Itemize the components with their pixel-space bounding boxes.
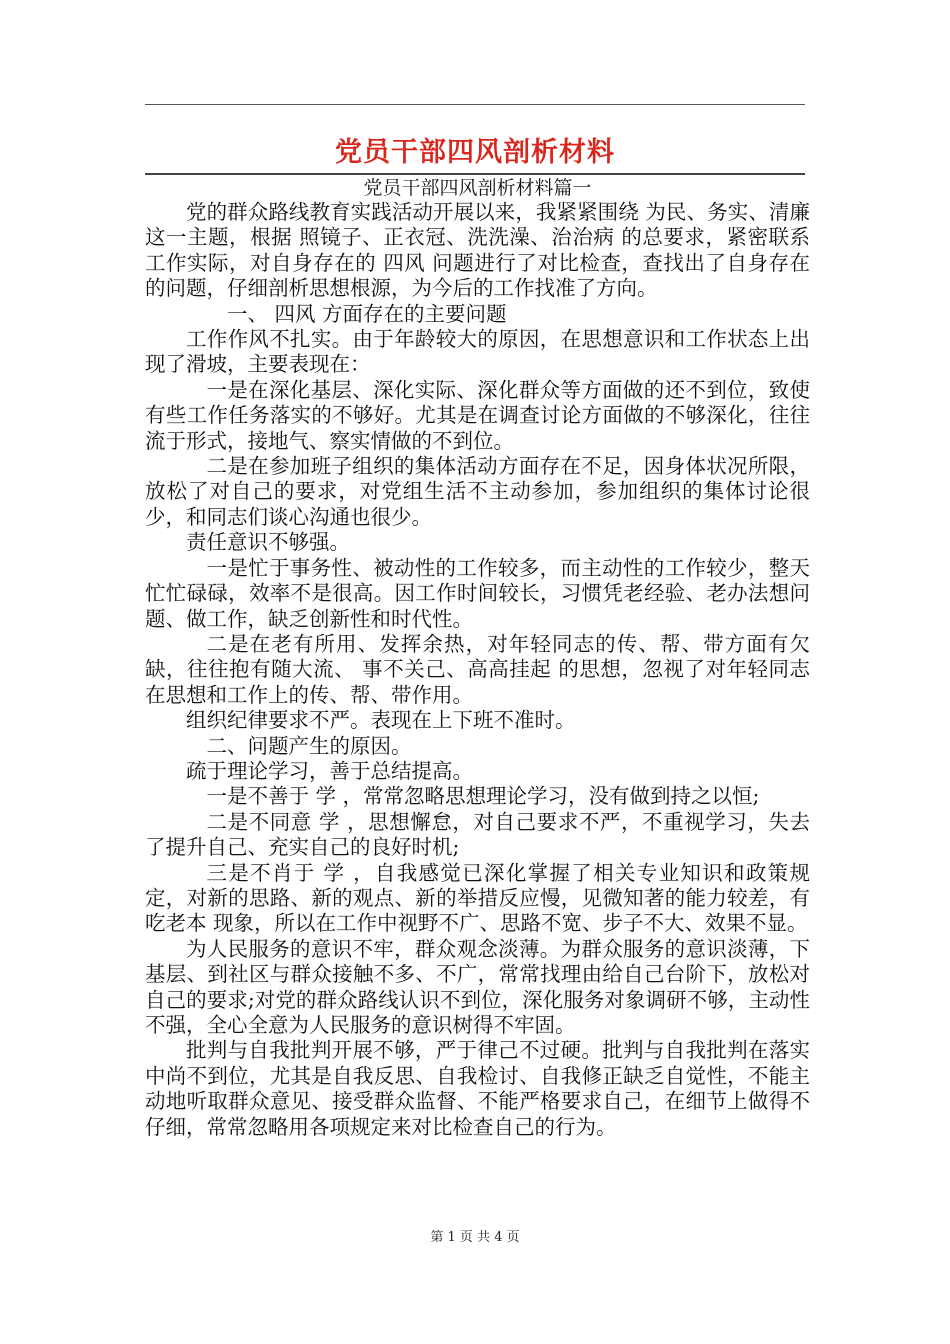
document-title: 党员干部四风剖析材料 xyxy=(335,137,615,168)
document-body xyxy=(145,176,817,1140)
paragraph: 为人民服务的意识不牢，群众观念淡薄。为群众服务的意识淡薄，下基层、到社区与群众接触不多、不广，常常找理由给自己台阶下，放松对自己的要求;对党的群众路线认识不到位，深化服务对象调研不够，主动性不强，全心全意为人民服务的意识树得不牢固。 xyxy=(145,936,810,1037)
paragraph: 责任意识不够强。 xyxy=(186,530,350,555)
paragraph: 组织纪律要求不严。表现在上下班不准时。 xyxy=(186,708,576,733)
paragraph: 三是不肖于 学 ，自我感觉已深化掌握了相关专业知识和政策规定，对新的思路、新的观点、新的举措反应慢，见微知著的能力较差，有 吃老本 现象，所以在工作中视野不广、思路不宽、步子不大、效果不显。 xyxy=(145,860,817,936)
title-underline xyxy=(145,173,805,175)
paragraph: 二是在参加班子组织的集体活动方面存在不足，因身体状况所限，放松了对自己的要求，对党组生活不主动参加，参加组织的集体讨论很少，和同志们谈心沟通也很少。 xyxy=(145,454,810,529)
paragraph: 一是在深化基层、深化实际、深化群众等方面做的还不到位，致使有些工作任务落实的不够好。尤其是在调查讨论方面做的不够深化，往往流于形式，接地气、察实情做的不到位。 xyxy=(145,377,810,453)
paragraph: 工作作风不扎实。由于年龄较大的原因，在思想意识和工作状态上出现了滑坡，主要表现在： xyxy=(145,327,810,377)
paragraph: 批判与自我批判开展不够，严于律己不过硬。批判与自我批判在落实中尚不到位，尤其是自我反思、自我检讨、自我修正缺乏自觉性，不能主动地听取群众意见、接受群众监督、不能严格要求自己，在细节上做得不仔细，常常忽略用各项规定来对比检查自己的行为。 xyxy=(145,1038,810,1139)
header-rule xyxy=(145,104,805,105)
paragraph: 二是在老有所用、发挥余热，对年轻同志的传、帮、带方面有欠缺，往往抱有随大流、 事不关己、高高挂起 的思想，忽视了对年轻同志在思想和工作上的传、帮、带作用。 xyxy=(145,631,810,707)
section-heading-1: 一、 四风 方面存在的主要问题 xyxy=(227,301,507,326)
paragraph: 一是不善于 学 ，常常忽略思想理论学习，没有做到持之以恒; xyxy=(206,784,760,809)
section-heading-2: 二、问题产生的原因。 xyxy=(206,733,412,758)
document-subtitle: 党员干部四风剖析材料篇一 xyxy=(363,177,592,199)
page-number: 第 1 页 共 4 页 xyxy=(430,1230,520,1245)
paragraph: 二是不同意 学 ，思想懈怠，对自己要求不严，不重视学习，失去了提升自己、充实自己的良好时机; xyxy=(145,809,810,860)
paragraph: 疏于理论学习，善于总结提高。 xyxy=(186,758,473,783)
paragraph: 一是忙于事务性、被动性的工作较多，而主动性的工作较少，整天忙忙碌碌，效率不是很高。因工作时间较长，习惯凭老经验、老办法想问题、做工作，缺乏创新性和时代性。 xyxy=(145,555,810,631)
paragraph-intro: 党的群众路线教育实践活动开展以来，我紧紧围绕 为民、务实、清廉 这一主题，根据 照镜子、正衣冠、洗洗澡、治治病 的总要求，紧密联系工作实际，对自身存在的 四风 问题进行了对比检查，查找出了自身存在的问题，仔细剖析思想根源，为今后的工作找准了方向。 xyxy=(145,200,817,301)
